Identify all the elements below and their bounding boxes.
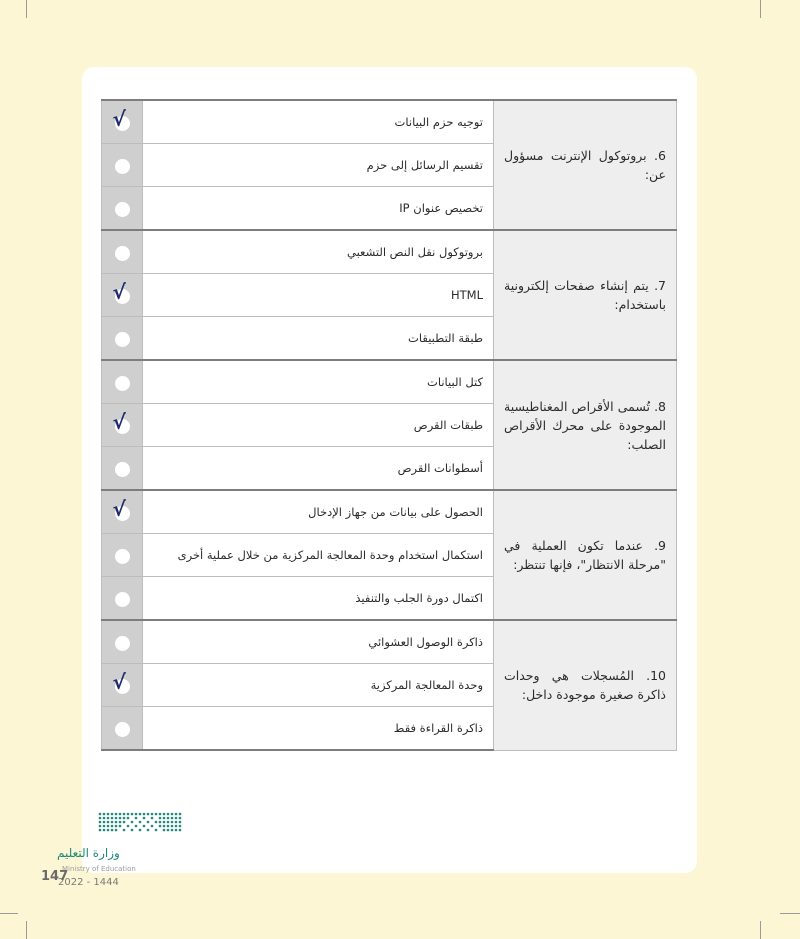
option-text: طبقة التطبيقات — [143, 317, 494, 361]
logo-dot — [115, 813, 118, 816]
logo-dot — [179, 825, 182, 828]
logo-dot — [167, 821, 170, 824]
logo-dot — [135, 817, 138, 820]
radio-circle-icon[interactable] — [112, 496, 130, 521]
logo-dot — [143, 817, 146, 820]
logo-dot — [155, 829, 158, 832]
logo-dot — [103, 829, 106, 832]
footer-year: 2022 - 1444 — [58, 877, 119, 888]
logo-dot — [139, 821, 142, 824]
radio-circle-icon[interactable] — [115, 592, 130, 607]
checkmark-icon: √ — [112, 669, 126, 694]
logo-dot — [111, 829, 114, 832]
logo-dot — [107, 817, 110, 820]
crop-mark — [760, 0, 761, 18]
radio-circle-icon[interactable] — [115, 722, 130, 737]
logo-dot — [103, 825, 106, 828]
crop-mark — [760, 921, 761, 939]
logo-dot — [171, 821, 174, 824]
answer-mark-cell[interactable] — [102, 620, 143, 664]
logo-dot — [179, 829, 182, 832]
logo-dot — [139, 829, 142, 832]
crop-mark — [0, 913, 18, 914]
answer-mark-cell[interactable] — [102, 577, 143, 621]
answer-mark-cell[interactable] — [102, 534, 143, 577]
answer-mark-cell[interactable] — [102, 664, 143, 707]
logo-dot — [119, 817, 122, 820]
logo-dot — [119, 813, 122, 816]
logo-dot — [99, 813, 102, 816]
question-option-row — [102, 100, 677, 144]
logo-dot — [99, 825, 102, 828]
logo-dot — [175, 817, 178, 820]
radio-circle-icon[interactable] — [115, 246, 130, 261]
option-text: توجيه حزم البيانات — [143, 100, 494, 144]
answer-mark-cell[interactable] — [102, 187, 143, 231]
answer-mark-cell[interactable] — [102, 317, 143, 361]
logo-dot — [131, 821, 134, 824]
option-text: استكمال استخدام وحدة المعالجة المركزية من خلال عملية أخرى — [143, 534, 494, 577]
radio-circle-icon[interactable] — [115, 462, 130, 477]
crop-mark — [26, 921, 27, 939]
logo-dot — [115, 821, 118, 824]
logo-dot — [111, 813, 114, 816]
logo-dot — [167, 825, 170, 828]
logo-dot — [147, 813, 150, 816]
answer-mark-cell[interactable] — [102, 360, 143, 404]
logo-dot — [171, 829, 174, 832]
logo-dot — [115, 817, 118, 820]
answer-mark-cell[interactable] — [102, 707, 143, 751]
logo-dot — [107, 813, 110, 816]
answer-mark-cell[interactable] — [102, 447, 143, 491]
radio-circle-icon[interactable] — [115, 636, 130, 651]
logo-dot — [139, 813, 142, 816]
crop-mark — [26, 0, 27, 18]
logo-dot — [163, 821, 166, 824]
logo-dot — [127, 817, 130, 820]
question-text: 7. يتم إنشاء صفحات إلكترونية باستخدام: — [494, 230, 677, 360]
option-text: كتل البيانات — [143, 360, 494, 404]
logo-dot — [115, 825, 118, 828]
logo-dot — [107, 829, 110, 832]
logo-dot — [159, 821, 162, 824]
logo-dot — [135, 825, 138, 828]
question-text: 6. بروتوكول الإنترنت مسؤول عن: — [494, 100, 677, 230]
answer-mark-cell[interactable] — [102, 144, 143, 187]
radio-circle-icon[interactable] — [112, 409, 130, 434]
checkmark-icon: √ — [112, 106, 126, 131]
question-text: 8. تُسمى الأقراص المغناطيسية الموجودة على محرك الأقراص الصلب: — [494, 360, 677, 490]
logo-dot — [163, 817, 166, 820]
option-text: تخصيص عنوان IP — [143, 187, 494, 231]
radio-circle-icon[interactable] — [112, 279, 130, 304]
question-option-row — [102, 620, 677, 664]
logo-dot — [151, 825, 154, 828]
radio-circle-icon[interactable] — [115, 159, 130, 174]
logo-dot — [123, 821, 126, 824]
answer-mark-cell[interactable] — [102, 230, 143, 274]
logo-dot — [167, 817, 170, 820]
question-option-row — [102, 490, 677, 534]
logo-dot — [143, 813, 146, 816]
radio-circle-icon[interactable] — [115, 202, 130, 217]
logo-dot — [99, 817, 102, 820]
ministry-name-en: Ministry of Education — [62, 865, 136, 873]
logo-dot — [151, 817, 154, 820]
radio-circle-icon[interactable] — [115, 332, 130, 347]
option-text: طبقات القرص — [143, 404, 494, 447]
logo-dot — [155, 821, 158, 824]
option-text: الحصول على بيانات من جهاز الإدخال — [143, 490, 494, 534]
logo-dot — [115, 829, 118, 832]
option-text: اكتمال دورة الجلب والتنفيذ — [143, 577, 494, 621]
logo-dot — [103, 821, 106, 824]
logo-dot — [159, 817, 162, 820]
crop-mark — [780, 913, 800, 914]
logo-dot — [155, 813, 158, 816]
logo-dot — [175, 813, 178, 816]
logo-dot — [163, 829, 166, 832]
ministry-name-ar: وزارة التعليم — [57, 846, 120, 860]
logo-dot — [163, 825, 166, 828]
logo-dot — [163, 813, 166, 816]
logo-dot — [159, 813, 162, 816]
checkmark-icon: √ — [112, 409, 126, 434]
logo-dot — [179, 817, 182, 820]
logo-dot — [131, 813, 134, 816]
logo-dot — [171, 825, 174, 828]
logo-dot — [159, 825, 162, 828]
question-option-row — [102, 360, 677, 404]
radio-circle-icon[interactable] — [115, 549, 130, 564]
logo-dot — [167, 829, 170, 832]
logo-dot — [147, 821, 150, 824]
question-text: 9. عندما تكون العملية في "مرحلة الانتظار"، فإنها تنتظر: — [494, 490, 677, 620]
logo-dot — [171, 817, 174, 820]
logo-dot — [143, 825, 146, 828]
radio-circle-icon[interactable] — [112, 669, 130, 694]
option-text: ذاكرة الوصول العشوائي — [143, 620, 494, 664]
answer-mark-cell[interactable] — [102, 404, 143, 447]
logo-dot — [103, 817, 106, 820]
logo-dot — [175, 829, 178, 832]
logo-dot — [111, 825, 114, 828]
logo-dot — [135, 813, 138, 816]
logo-dot — [111, 821, 114, 824]
logo-dot — [131, 829, 134, 832]
logo-dot — [99, 829, 102, 832]
logo-dot — [171, 813, 174, 816]
logo-dot — [103, 813, 106, 816]
logo-dot — [127, 825, 130, 828]
question-option-row — [102, 230, 677, 274]
logo-dot — [123, 817, 126, 820]
logo-dot — [175, 825, 178, 828]
checkmark-icon: √ — [112, 279, 126, 304]
logo-dot — [167, 813, 170, 816]
logo-dot — [123, 829, 126, 832]
answer-mark-cell[interactable] — [102, 100, 143, 144]
quiz-table — [101, 99, 677, 751]
checkmark-icon: √ — [112, 496, 126, 521]
logo-dot — [151, 813, 154, 816]
option-text: ذاكرة القراءة فقط — [143, 707, 494, 751]
logo-dot — [107, 821, 110, 824]
page-number: 147 — [41, 869, 69, 884]
option-text: بروتوكول نقل النص التشعبي — [143, 230, 494, 274]
logo-dot — [179, 821, 182, 824]
logo-dot — [119, 825, 122, 828]
logo-dot — [111, 817, 114, 820]
option-text: وحدة المعالجة المركزية — [143, 664, 494, 707]
logo-dot — [107, 825, 110, 828]
radio-circle-icon[interactable] — [112, 106, 130, 131]
logo-dot — [147, 829, 150, 832]
logo-dot — [175, 821, 178, 824]
logo-dot — [127, 813, 130, 816]
answer-mark-cell[interactable] — [102, 490, 143, 534]
logo-dot — [119, 821, 122, 824]
option-text: أسطوانات القرص — [143, 447, 494, 491]
radio-circle-icon[interactable] — [115, 376, 130, 391]
question-text: 10. المُسجلات هي وحدات ذاكرة صغيرة موجودة داخل: — [494, 620, 677, 750]
option-text: تقسيم الرسائل إلى حزم — [143, 144, 494, 187]
logo-dot — [99, 821, 102, 824]
answer-mark-cell[interactable] — [102, 274, 143, 317]
option-text: HTML — [143, 274, 494, 317]
logo-dot — [123, 813, 126, 816]
logo-dot — [179, 813, 182, 816]
